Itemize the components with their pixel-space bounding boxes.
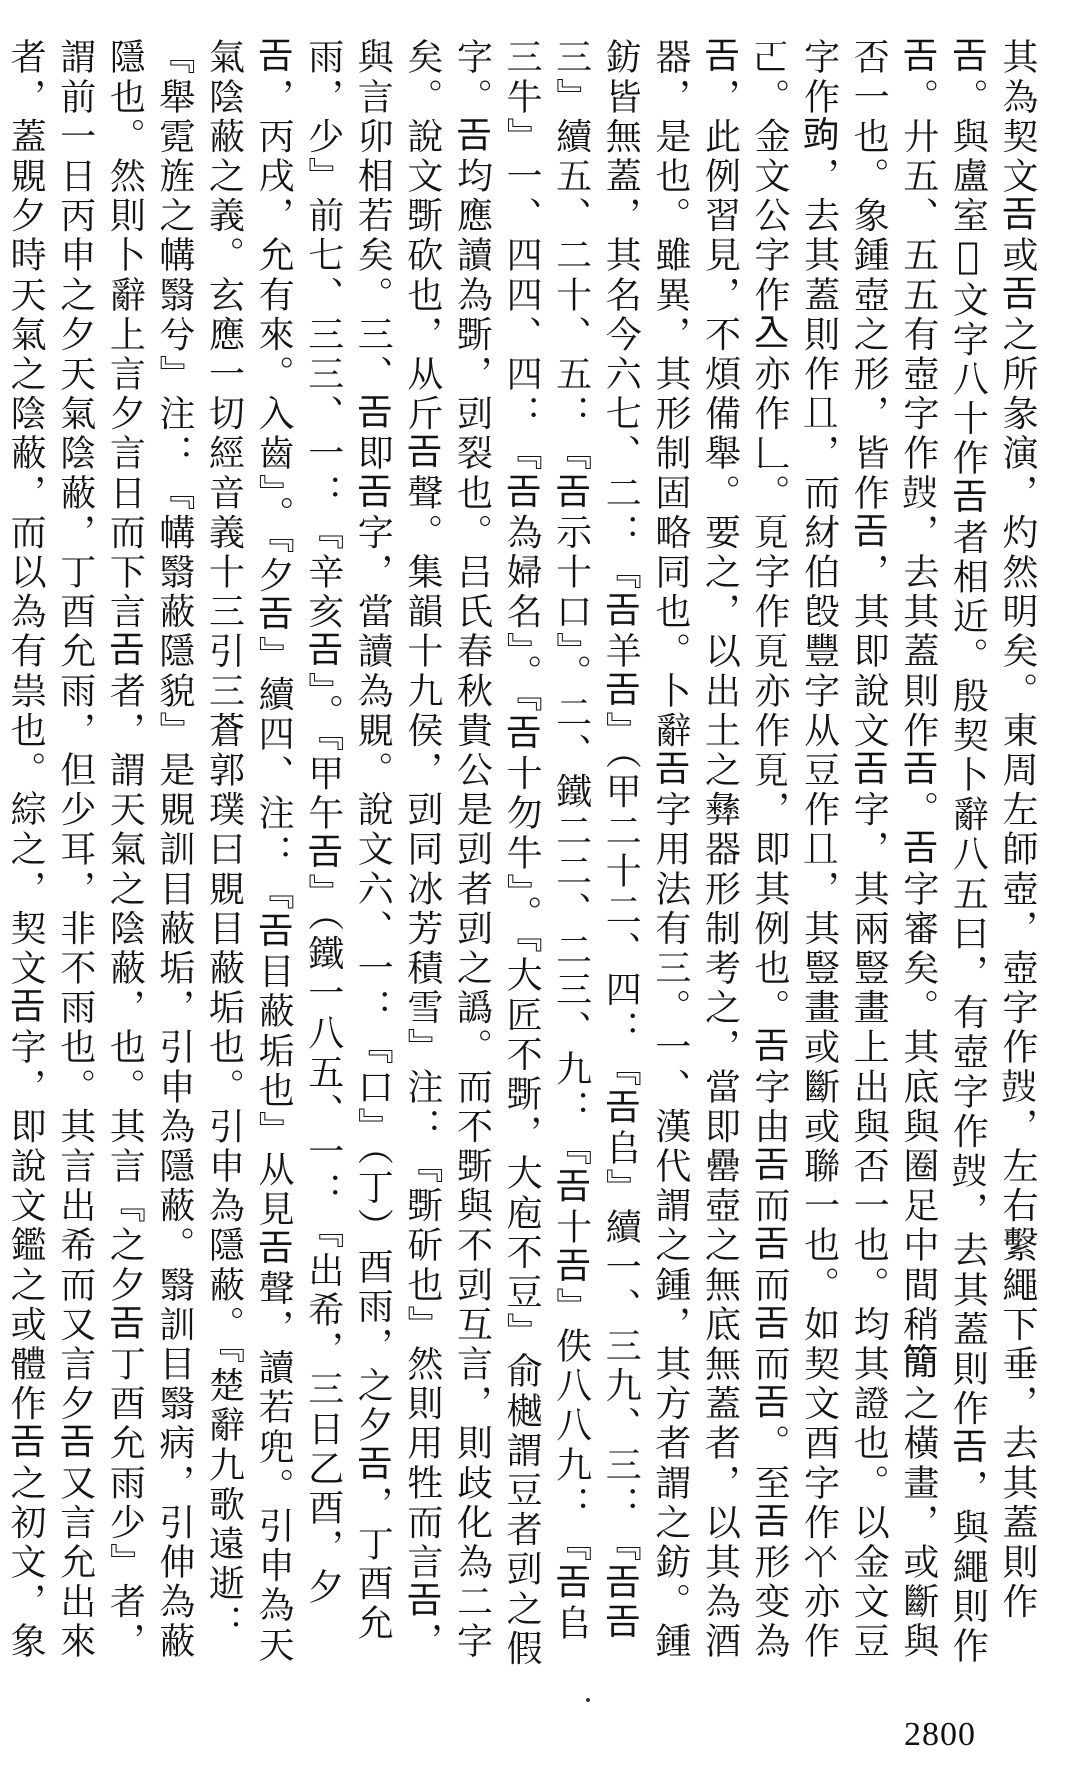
scan-speck [586,1698,590,1702]
vertical-text-body [5,38,1042,1678]
page-number: 2800 [904,1716,976,1753]
body-paragraph: 其為契文𢀛或𢀛之所彖演，灼然明矣。東周左師壺，壺字作𡔷，左右繫繩下垂，去其蓋則作𢀛。與盧室𢅥文字八十作𢀛者相近。殷契卜辭八五曰，有壺字作𡔷，去其蓋則作𢀛，與繩則作𢀛。廾五、五五有壺字作𡔷，去其蓋則作𢀛。𢀛字審矣。其底與圈足中間稍𥳑之橫畫，或斷與否一也。象鍾壺之形，皆作𢀛，其即說文𢀛字，其兩豎畫上出與否一也。均其證也。以金文豆字作𧯠，去其蓋則作𠀃，而䊷伯𣪘豐字从豆作𠀃，其豎畫或斷或聯一也。如契文酉字作𠁥亦作𠀀。金文公字作𠓛亦作𠃊。𩑋字作𩑋亦作𩑋，即其例也。𢀛字由𢀛而𢀛而𢀛而𢀛。至𢀛形变為𢀛，此例習見，不煩備舉。要之，以出土之彝器形制考之，當即罍壺之無底無蓋者，以其為酒器，是也。雖異，其形制固略同也。卜辭𢀛字用法有三。一、漢代謂之鍾，其方者謂之鈁。鍾鈁皆無蓋，其名今六七、二：『𢀛羊𢀛』（甲二十二、四：『𢀛𠂤』續一、三九、三：『𢀛𢀛三』續五、二十、五：『𢀛示十口』。二、鐵二二、二三、九：『𢀛十𢀛』佚八八九：『𢀛𠂤三牛』一、四四、四：『𢀛為婦名』。『𢀛十勿牛』。『大匠不斲，大庖不豆』俞樾謂豆者剅之假字。𢀛均應讀為斲，剅裂也。吕氏春秋貴公是剅者剅之譌。而不斲與不剅互言，則歧化為二字矣。說文斲砍也，从斤𢀛聲。集韻十九侯，剅同冰芳積雪』注：『斲斫也』然則用牲而言𢀛，與言卯相若矣。三、𢀛即𢀛字，當讀為覞。說文六、一：『口』（丁）酉雨，之夕𢀛，丁酉允雨，少』前七、三三、一：『辛亥𢀛』。『甲午𢀛』（鐵一八五、一：『出希，三日乙酉，夕𢀛，丙戌，允有來。入齒』。『夕𢀛』續四、注：『𢀛目蔽垢也』从見𢀛聲，讀若兜。引申為天氣陰蔽之義。玄應一切經音義十三引三蒼郭璞曰覞目蔽垢也。引申為隱蔽。『楚辭九歌遠逝：『舉霓旌之㡚翳兮』注：『㡚翳蔽隱貌』是覞訓目蔽垢，引申為隱蔽。翳訓目翳病，引伸為蔽隱也。然則卜辭上言夕言日而下言𢀛者，謂天氣之陰蔽，也。其言『之夕𢀛丁酉允雨少』者，謂前一日丙申之夕天氣陰蔽，丁酉允雨，但少耳，非不雨也。其言出希而又言夕𢀛又言允出來者，蓋覞夕時天氣之陰蔽，而以為有祟也。綜之，契文𢀛字，即說文鑑之或體作𢀛之初文，象 [5,38,1038,1669]
